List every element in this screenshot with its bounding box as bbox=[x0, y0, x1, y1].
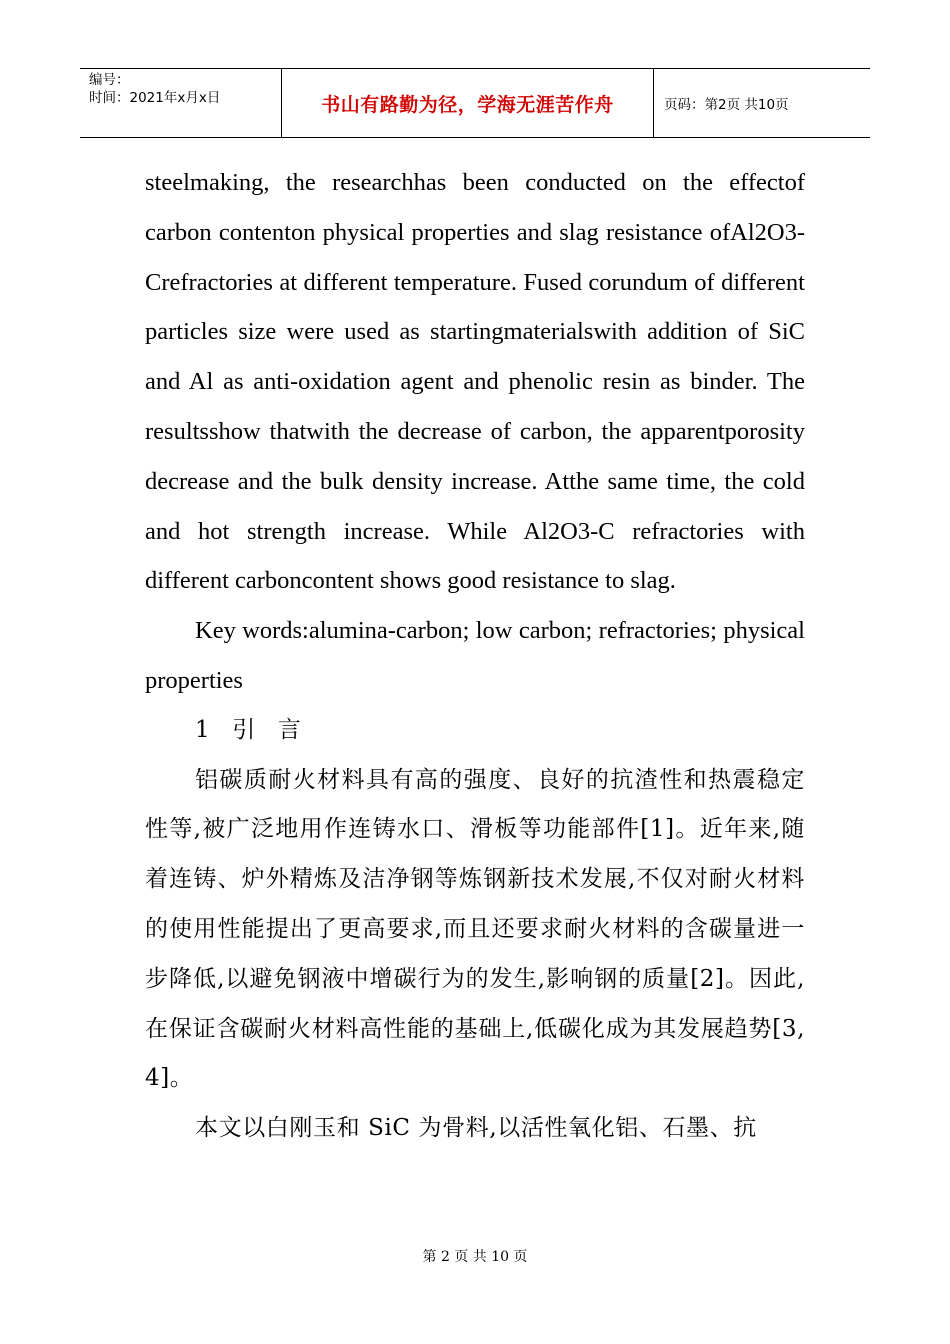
section-number: 1 bbox=[195, 716, 211, 743]
abstract-paragraph: steelmaking, the researchhas been conducted on the effectof carbon contenton physical properties and slag resistance ofAl2O3-Crefractories at different temperature. Fused corundum of different particles size were used as startingmaterialswith addition of SiC and Al as anti-oxidation agent and phenolic resin as binder. The resultsshow thatwith the decrease of carbon, the apparentporosity decrease and the bulk density increase. Atthe same time, the cold and hot strength increase. While Al2O3-C refractories with different carboncontent shows good resistance to slag. bbox=[145, 169, 805, 595]
section-title-char-1: 引 bbox=[232, 716, 256, 743]
page-header bbox=[80, 68, 870, 138]
number-label: 编号： bbox=[89, 72, 130, 88]
header-motto-cell bbox=[282, 69, 654, 137]
intro-paragraph-2: 本文以白刚玉和 SiC 为骨料,以活性氧化铝、石墨、抗 bbox=[195, 1115, 757, 1142]
page-info: 页码：第2页 共10页 bbox=[664, 97, 789, 113]
header-meta bbox=[80, 69, 282, 137]
document-body bbox=[145, 158, 805, 1154]
keywords-paragraph: Key words:alumina-carbon; low carbon; refractories; physical properties bbox=[145, 617, 805, 694]
intro-paragraph-1: 铝碳质耐火材料具有高的强度、良好的抗渣性和热震稳定性等,被广泛地用作连铸水口、滑板等功能部件[1]。近年来,随着连铸、炉外精炼及洁净钢等炼钢新技术发展,不仅对耐火材料的使用性能提出了更高要求,而且还要求耐火材料的含碳量进一步降低,以避免钢液中增碳行为的发生,影响钢的质量[2]。因此,在保证含碳耐火材料高性能的基础上,低碳化成为其发展趋势[3, 4]。 bbox=[145, 766, 805, 1092]
section-heading bbox=[145, 706, 805, 756]
date-label: 时间：2021年x月x日 bbox=[89, 90, 221, 106]
section-title-char-2: 言 bbox=[277, 716, 302, 743]
header-page-info-cell bbox=[654, 69, 870, 137]
page-footer: 第 2 页 共 10 页 bbox=[422, 1249, 528, 1265]
motto-text: 书山有路勤为径，学海无涯苦作舟 bbox=[321, 93, 614, 116]
